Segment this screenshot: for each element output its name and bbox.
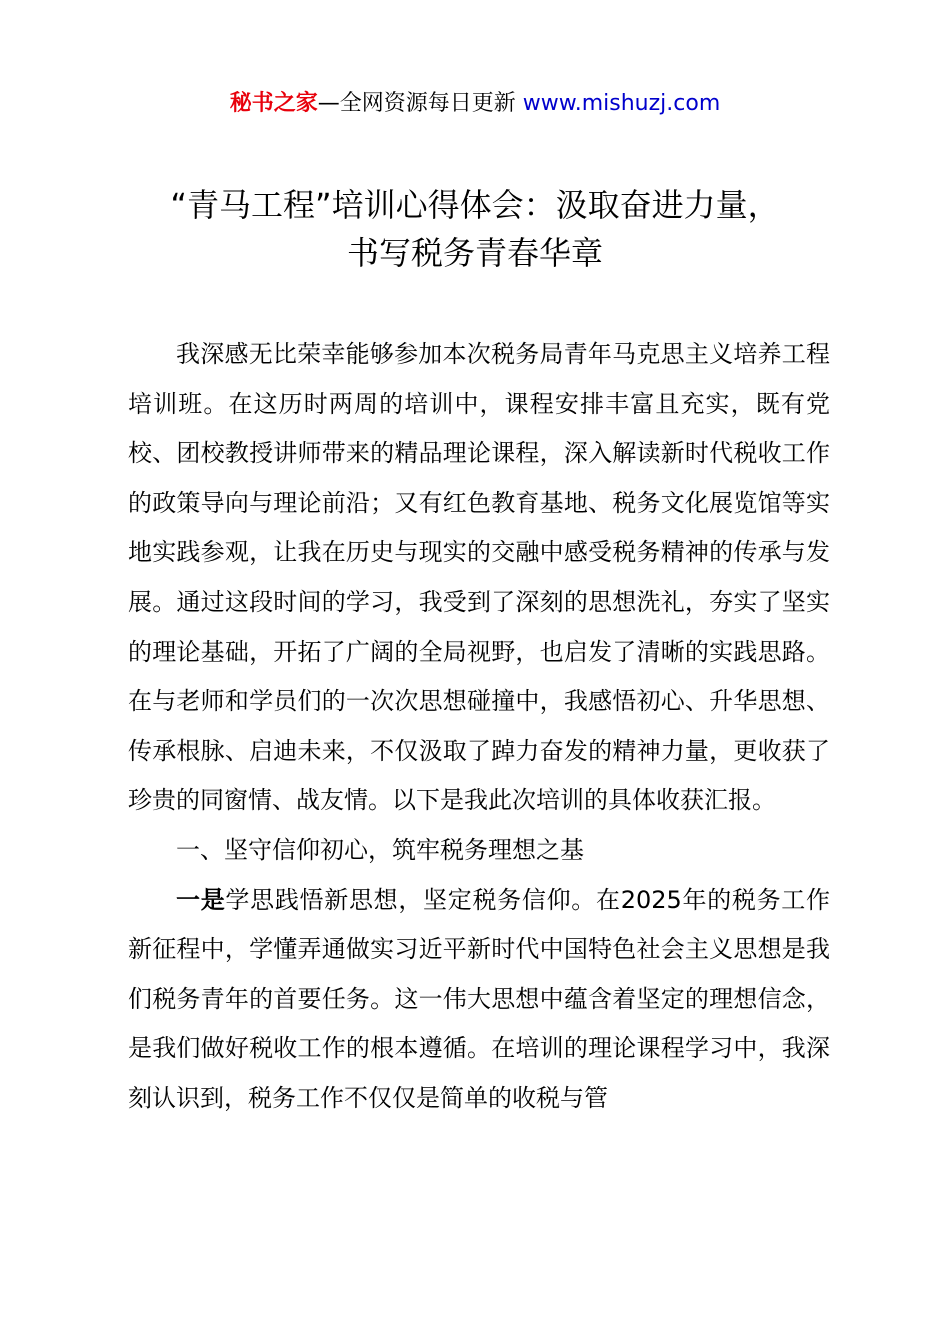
document-body bbox=[128, 330, 830, 1124]
site-tagline: —全网资源每日更新 bbox=[317, 91, 516, 116]
document-title bbox=[0, 181, 950, 277]
section-heading-1: 一、坚守信仰初心，筑牢税务理想之基 bbox=[176, 835, 584, 864]
point-1-lead: 一是 bbox=[176, 885, 226, 914]
site-brand: 秘书之家 bbox=[229, 91, 318, 116]
point-1-text: 学思践悟新思想，坚定税务信仰。在2025年的税务工作新征程中，学懂弄通做实习近平新时代中国特色社会主义思想是我们税务青年的首要任务。这一伟大思想中蕴含着坚定的理想信念，是我们做好税收工作的根本遵循。在培训的理论课程学习中，我深刻认识到，税务工作不仅仅是简单的收税与管 bbox=[128, 885, 831, 1112]
site-url-link[interactable]: www.mishuzj.com bbox=[522, 91, 721, 116]
section-1-point-1 bbox=[128, 876, 830, 1124]
site-header bbox=[0, 88, 950, 120]
document-title-line-1: “青马工程”培训心得体会：汲取奋进力量， bbox=[170, 186, 780, 224]
document-title-line-2: 书写税务青春华章 bbox=[346, 234, 603, 272]
intro-paragraph: 我深感无比荣幸能够参加本次税务局青年马克思主义培养工程培训班。在这历时两周的培训中，课程安排丰富且充实，既有党校、团校教授讲师带来的精品理论课程，深入解读新时代税收工作的政策导向与理论前沿；又有红色教育基地、税务文化展览馆等实地实践参观，让我在历史与现实的交融中感受税务精神的传承与发展。通过这段时间的学习，我受到了深刻的思想洗礼，夯实了坚实的理论基础，开拓了广阔的全局视野，也启发了清晰的实践思路。在与老师和学员们的一次次思想碰撞中，我感悟初心、升华思想、传承根脉、启迪未来，不仅汲取了踔力奋发的精神力量，更收获了珍贵的同窗情、战友情。以下是我此次培训的具体收获汇报。 bbox=[128, 340, 830, 815]
